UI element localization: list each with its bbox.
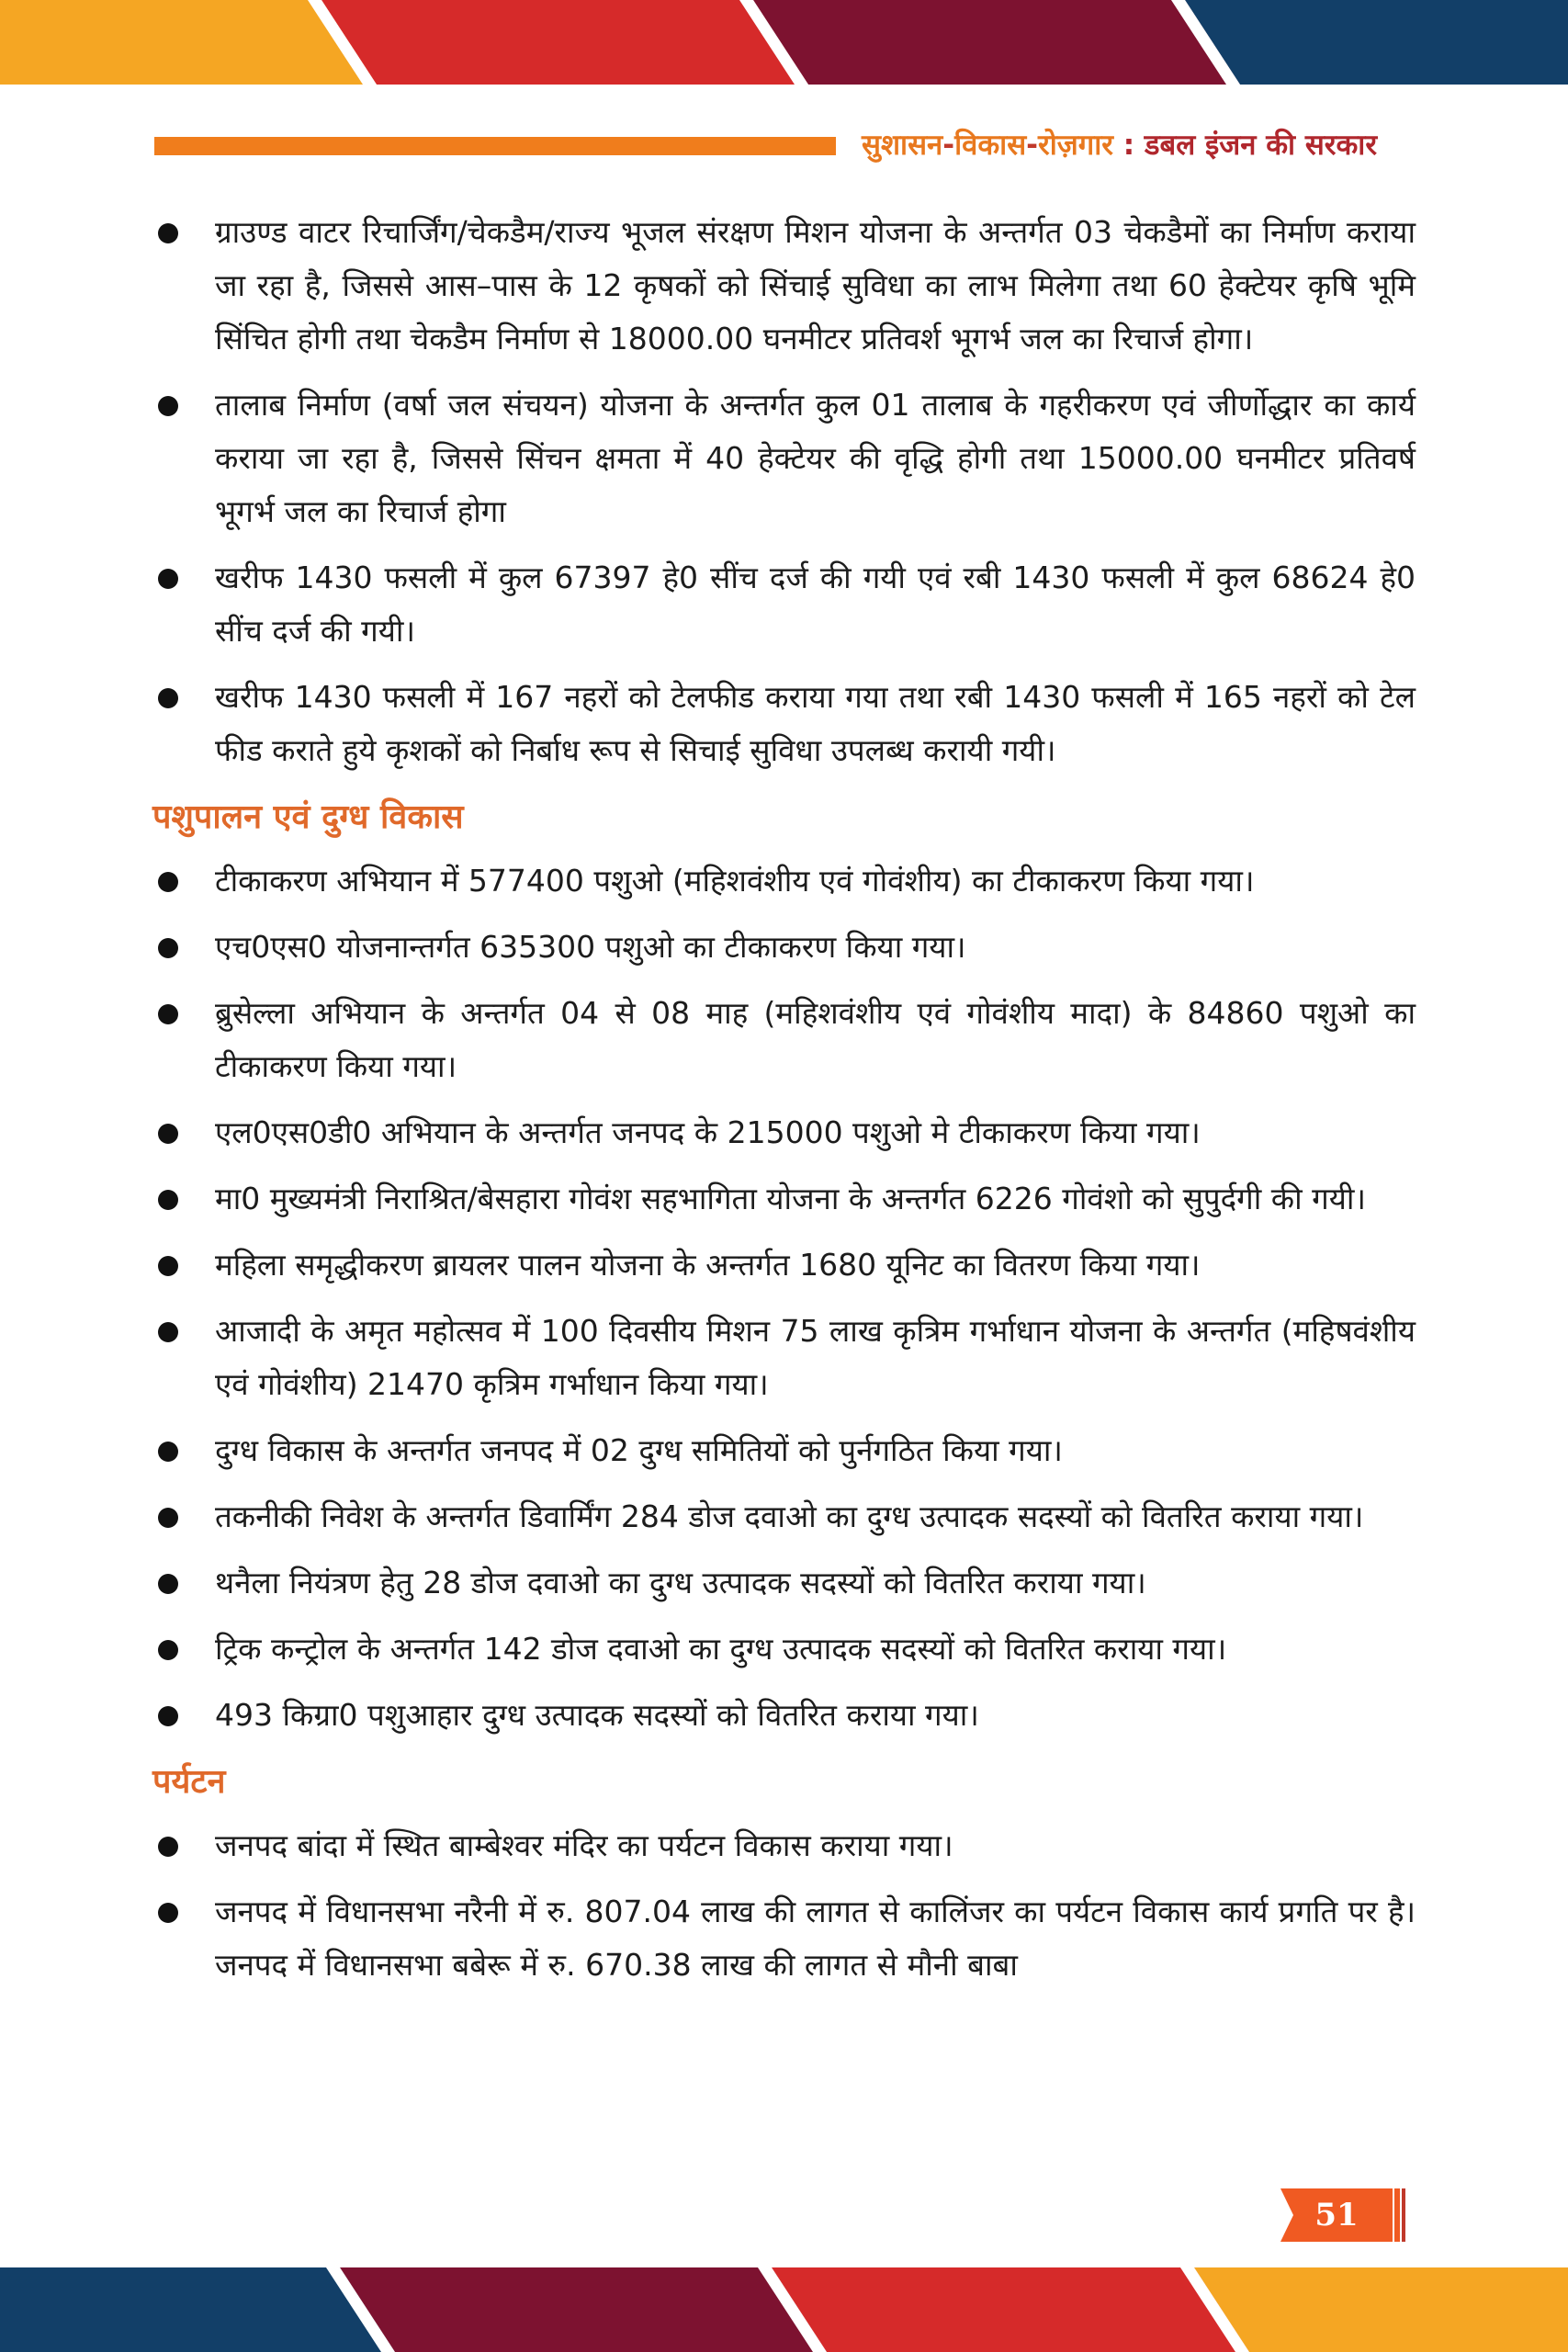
bullet-icon	[158, 1442, 178, 1462]
bottom-band-red-stripe	[772, 2267, 1249, 2352]
bullet-icon	[158, 1640, 178, 1660]
list-item	[152, 1885, 1416, 1992]
list-item-text: ब्रुसेल्ला अभियान के अन्तर्गत 04 से 08 माह (महिशवंशीय एवं गोवंशीय मादा) के 84860 पशुओ का टीकाकरण किया गया।	[215, 995, 1416, 1084]
header-title-part1: सुशासन	[862, 129, 943, 162]
list-item-text: टीकाकरण अभियान में 577400 पशुओ (महिशवंशीय एवं गोवंशीय) का टीकाकरण किया गया।	[215, 863, 1255, 899]
bullet-icon	[158, 1837, 178, 1857]
bullet-icon	[158, 1190, 178, 1210]
list-item-text: खरीफ 1430 फसली में 167 नहरों को टेलफीड कराया गया तथा रबी 1430 फसली में 165 नहरों को टेल फीड कराते हुये कृशकों को निर्बाध रूप से सिचाई सुविधा उपलब्ध करायी गयी।	[215, 679, 1416, 768]
list-item-text: जनपद बांदा में स्थित बाम्बेश्वर मंदिर का पर्यटन विकास कराया गया।	[215, 1827, 953, 1863]
bullet-icon	[158, 938, 178, 958]
list-item	[152, 206, 1416, 366]
bullet-icon	[158, 1322, 178, 1342]
top-band-red-stripe	[321, 0, 808, 85]
list-item	[152, 379, 1416, 538]
bullet-icon	[158, 396, 178, 416]
bullet-icon	[158, 688, 178, 708]
bullet-icon	[158, 223, 178, 243]
list-item	[152, 671, 1416, 777]
list-item-text: तकनीकी निवेश के अन्तर्गत डिवार्मिंग 284 डोज दवाओ का दुग्ध उत्पादक सदस्यों को वितरित कराया गया।	[215, 1498, 1364, 1534]
header-colon: :	[1112, 129, 1145, 162]
header-title-part3: रोज़गार	[1038, 129, 1113, 162]
list-item	[152, 854, 1416, 908]
list-item	[152, 987, 1416, 1093]
list-item	[152, 1305, 1416, 1411]
list-item	[152, 1490, 1416, 1544]
list-item	[152, 1819, 1416, 1872]
list-item-text: दुग्ध विकास के अन्तर्गत जनपद में 02 दुग्ध समितियों को पुर्नगठित किया गया।	[215, 1432, 1063, 1468]
list-item-text: एल0एस0डी0 अभियान के अन्तर्गत जनपद के 215000 पशुओ मे टीकाकरण किया गया।	[215, 1114, 1201, 1150]
document-body	[152, 206, 1416, 2005]
top-band-maroon-stripe	[753, 0, 1240, 85]
bullet-icon	[158, 1124, 178, 1144]
bullet-icon	[158, 1004, 178, 1024]
list-item	[152, 1424, 1416, 1477]
section-heading-animal-husbandry: पशुपालन एवं दुग्ध विकास	[152, 797, 464, 836]
list-item-text: एच0एस0 योजनान्तर्गत 635300 पशुओ का टीकाकरण किया गया।	[215, 929, 966, 965]
bullet-icon	[158, 1508, 178, 1528]
list-item	[152, 1106, 1416, 1159]
section-heading-tourism: पर्यटन	[152, 1762, 226, 1801]
bullet-icon	[158, 1574, 178, 1594]
bottom-decorative-band	[0, 2267, 1568, 2352]
bullet-icon	[158, 569, 178, 589]
list-item-text: ट्रिक कन्ट्रोल के अन्तर्गत 142 डोज दवाओ का दुग्ध उत्पादक सदस्यों को वितरित कराया गया।	[215, 1631, 1227, 1667]
list-item-text: ग्राउण्ड वाटर रिचार्जिंग/चेकडैम/राज्य भूजल संरक्षण मिशन योजना के अन्तर्गत 03 चेकडैमों का निर्माण कराया जा रहा है, जिससे आस–पास के 12 कृषकों को सिंचाई सुविधा का लाभ मिलेगा तथा 60 हेक्टेयर कृषि भूमि सिंचित होगी तथा चेकडैम निर्माण से 18000.00 घनमीटर प्रतिवर्श भूगर्भ जल का रिचार्ज होगा।	[215, 214, 1416, 356]
list-item	[152, 1556, 1416, 1610]
bottom-band-maroon-stripe	[340, 2267, 827, 2352]
list-item-text: मा0 मुख्यमंत्री निराश्रित/बेसहारा गोवंश सहभागिता योजना के अन्तर्गत 6226 गोवंशो को सुपुर्दगी की गयी।	[215, 1181, 1366, 1216]
header-separator: -	[942, 129, 955, 162]
list-item-text: थनैला नियंत्रण हेतु 28 डोज दवाओ का दुग्ध उत्पादक सदस्यों को वितरित कराया गया।	[215, 1565, 1146, 1600]
list-item-text: खरीफ 1430 फसली में कुल 67397 हे0 सींच दर्ज की गयी एवं रबी 1430 फसली में कुल 68624 हे0 सींच दर्ज की गयी।	[215, 560, 1416, 649]
list-item-text: जनपद में विधानसभा नरैनी में रु. 807.04 लाख की लागत से कालिंजर का पर्यटन विकास कार्य प्रगति पर है। जनपद में विधानसभा बबेरू में रु. 670.38 लाख की लागत से मौनी बाबा	[215, 1894, 1416, 1983]
page-number: 51	[1314, 2197, 1359, 2233]
list-item	[152, 1689, 1416, 1742]
bottom-band-yellow-stripe	[1194, 2267, 1568, 2352]
top-decorative-band	[0, 0, 1568, 85]
header-title-rest: डबल इंजन की सरकार	[1144, 129, 1378, 162]
list-item	[152, 551, 1416, 658]
list-item	[152, 1172, 1416, 1226]
list-item	[152, 921, 1416, 974]
list-item	[152, 1238, 1416, 1292]
bullet-icon	[158, 872, 178, 892]
header-separator: -	[1026, 129, 1039, 162]
bullet-icon	[158, 1256, 178, 1276]
bullet-icon	[158, 1903, 178, 1923]
list-item-text: आजादी के अमृत महोत्सव में 100 दिवसीय मिशन 75 लाख कृत्रिम गर्भाधान योजना के अन्तर्गत (महिषवंशीय एवं गोवंशीय) 21470 कृत्रिम गर्भाधान किया गया।	[215, 1313, 1416, 1402]
top-band-navy-stripe	[1185, 0, 1568, 85]
list-item	[152, 1623, 1416, 1676]
header-orange-rule	[154, 137, 836, 155]
page-header-title	[862, 125, 1413, 165]
list-item-text: महिला समृद्धीकरण ब्रायलर पालन योजना के अन्तर्गत 1680 यूनिट का वितरण किया गया।	[215, 1247, 1201, 1283]
list-item-text: तालाब निर्माण (वर्षा जल संचयन) योजना के अन्तर्गत कुल 01 तालाब के गहरीकरण एवं जीर्णोद्धार का कार्य कराया जा रहा है, जिससे सिंचन क्षमता में 40 हेक्टेयर की वृद्धि होगी तथा 15000.00 घनमीटर प्रतिवर्ष भूगर्भ जल का रिचार्ज होगा	[215, 387, 1416, 529]
list-item-text: 493 किग्रा0 पशुआहार दुग्ध उत्पादक सदस्यों को वितरित कराया गया।	[215, 1697, 979, 1733]
header-title-part2: विकास	[954, 129, 1027, 162]
bullet-icon	[158, 1706, 178, 1726]
